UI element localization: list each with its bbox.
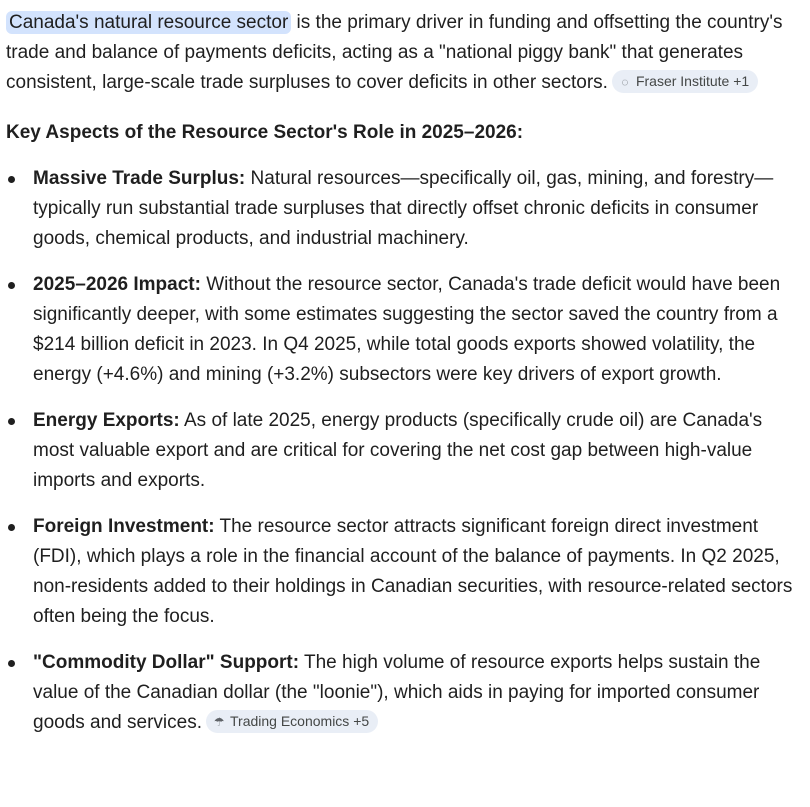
- item-text: Natural resources—specifically oil, gas, mining, and forestry—typically run substantial trade surpluses that directly offset chronic deficits in consumer goods, chemical products, and industrial machinery.: [33, 168, 774, 249]
- key-aspects-list: [6, 164, 800, 738]
- list-item: [6, 164, 800, 254]
- bullet-dot: [8, 418, 15, 425]
- globe-icon: ◌: [621, 75, 629, 89]
- highlighted-phrase[interactable]: Canada's natural resource sector: [6, 11, 291, 34]
- list-item: [6, 512, 800, 632]
- item-title: Energy Exports:: [33, 410, 180, 431]
- list-item: [6, 270, 800, 390]
- bullet-dot: [8, 660, 15, 667]
- source-chip-trading-economics[interactable]: [206, 710, 378, 733]
- intro-text: is the primary driver in funding and offsetting the country's trade and balance of payments deficits, acting as a "national piggy bank" that generates consistent, large-scale trade surpluses to cover deficits in other sectors.: [6, 12, 783, 93]
- bullet-dot: [8, 176, 15, 183]
- item-text: The resource sector attracts significant foreign direct investment (FDI), which plays a role in the financial account of the balance of payments. In Q2 2025, non-residents added to their holdings in Canadian securities, with resource-related sectors often being the focus.: [33, 516, 793, 627]
- source-chip-label: Trading Economics +5: [230, 713, 370, 729]
- source-chip-label: Fraser Institute +1: [635, 73, 750, 89]
- item-text: Without the resource sector, Canada's trade deficit would have been significantly deeper, with some estimates suggesting the sector saved the country from a $214 billion deficit in 2023. In Q4 2025, while total goods exports showed volatility, the energy (+4.6%) and mining (+3.2%) subsectors were key drivers of export growth.: [33, 274, 781, 385]
- item-title: "Commodity Dollar" Support:: [33, 652, 300, 673]
- list-item: [6, 406, 800, 496]
- bullet-dot: [8, 282, 15, 289]
- list-item: [6, 648, 800, 738]
- umbrella-icon: ☂: [213, 715, 225, 729]
- item-title: Massive Trade Surplus:: [33, 168, 246, 189]
- item-text: The high volume of resource exports helps sustain the value of the Canadian dollar (the "loonie"), which aids in paying for imported consumer goods and services.: [33, 652, 761, 733]
- item-title: Foreign Investment:: [33, 516, 215, 537]
- source-chip-fraser[interactable]: [612, 70, 758, 93]
- intro-paragraph: [6, 8, 800, 98]
- bullet-dot: [8, 524, 15, 531]
- item-title: 2025–2026 Impact:: [33, 274, 201, 295]
- section-heading: Key Aspects of the Resource Sector's Role in 2025–2026:: [6, 122, 524, 143]
- item-text: As of late 2025, energy products (specifically crude oil) are Canada's most valuable export and are critical for covering the net cost gap between high-value imports and exports.: [33, 410, 763, 491]
